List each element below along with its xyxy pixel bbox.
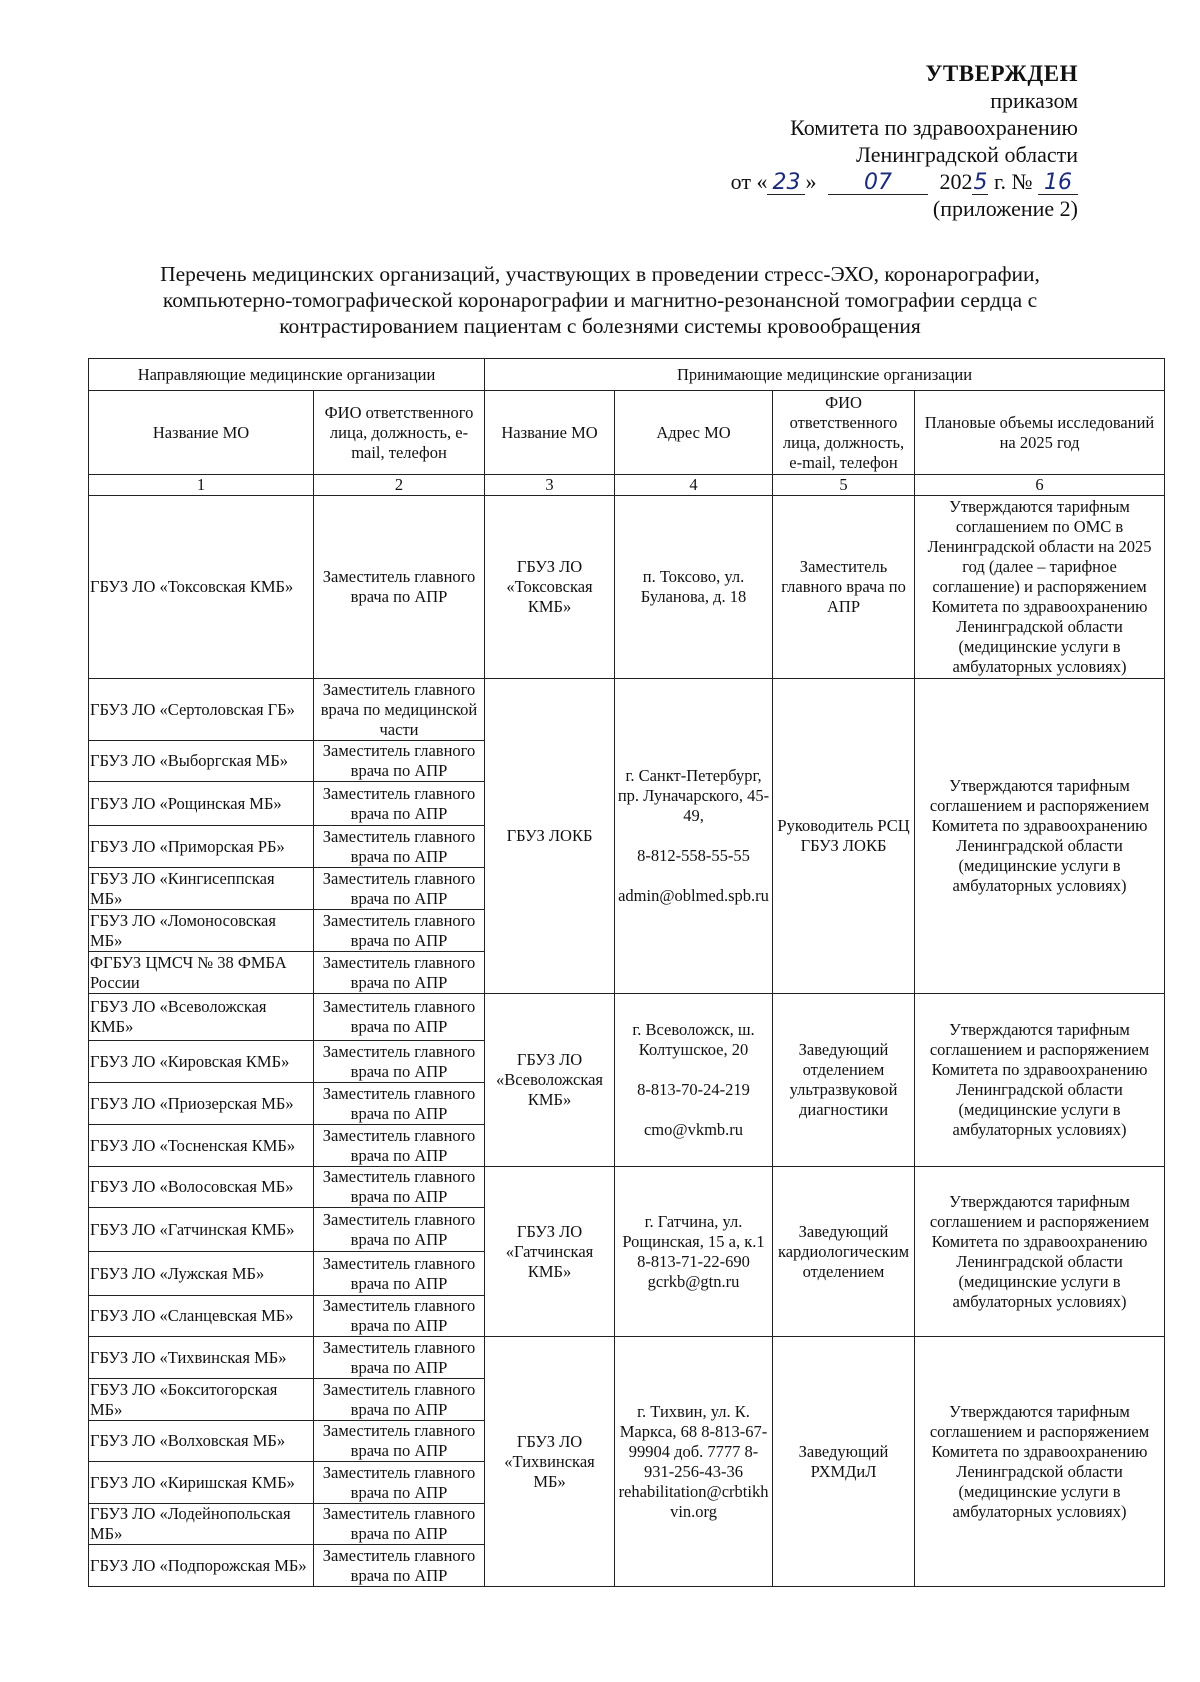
sender-contact-cell: Заместитель главного врача по АПР xyxy=(314,1462,485,1504)
col-header-receiver-name: Название МО xyxy=(485,391,615,475)
sender-name-cell: ФГБУЗ ЦМСЧ № 38 ФМБА России xyxy=(89,952,314,994)
approval-appendix: (приложение 2) xyxy=(932,196,1078,221)
address-cell: г. Всеволожск, ш. Колтушское, 20 8-813-70-24-219 cmo@vkmb.ru xyxy=(615,994,773,1167)
sender-name-cell: ГБУЗ ЛО «Кировская КМБ» xyxy=(89,1041,314,1083)
sender-name-cell: ГБУЗ ЛО «Ломоносовская МБ» xyxy=(89,910,314,952)
sender-contact-cell: Заместитель главного врача по АПР xyxy=(314,868,485,910)
approval-line-committee: Комитета по здравоохранению xyxy=(790,115,1078,140)
col-header-sender-contact: ФИО ответственного лица, должность, e-mail, телефон xyxy=(314,391,485,475)
sender-contact-cell: Заместитель главного врача по АПР xyxy=(314,1083,485,1125)
date-mid: » xyxy=(805,169,817,194)
col-header-sender-name: Название МО xyxy=(89,391,314,475)
address-cell: г. Санкт-Петербург, пр. Луначарского, 45-49, 8-812-558-55-55 admin@oblmed.spb.ru xyxy=(615,679,773,994)
volume-cell: Утверждаются тарифным соглашением и распоряжением Комитета по здравоохранению Ленинградской области (медицинские услуги в амбулаторных условиях) xyxy=(915,994,1165,1167)
sender-contact-cell: Заместитель главного врача по АПР xyxy=(314,1252,485,1296)
sender-name-cell: ГБУЗ ЛО «Киришская КМБ» xyxy=(89,1462,314,1504)
sender-contact-cell: Заместитель главного врача по АПР xyxy=(314,1125,485,1167)
receiver-person-cell: Заведующий кардиологическим отделением xyxy=(773,1167,915,1337)
col-number: 4 xyxy=(615,475,773,496)
volume-cell: Утверждаются тарифным соглашением и распоряжением Комитета по здравоохранению Ленинградской области (медицинские услуги в амбулаторных условиях) xyxy=(915,1337,1165,1587)
approval-block xyxy=(731,60,1078,222)
sender-contact-cell: Заместитель главного врача по АПР xyxy=(314,1545,485,1587)
approval-date-line xyxy=(731,168,1078,195)
receiver-person-cell: Заведующий РХМДиЛ xyxy=(773,1337,915,1587)
sender-name-cell: ГБУЗ ЛО «Выборгская МБ» xyxy=(89,741,314,782)
sender-name-cell: ГБУЗ ЛО «Всеволожская КМБ» xyxy=(89,994,314,1041)
sender-name-cell: ГБУЗ ЛО «Лодейнопольская МБ» xyxy=(89,1504,314,1545)
order-number: 16 xyxy=(1038,172,1078,195)
table-row xyxy=(89,679,1165,741)
sender-name-cell: ГБУЗ ЛО «Волховская МБ» xyxy=(89,1421,314,1462)
sender-contact-cell: Заместитель главного врача по медицинской части xyxy=(314,679,485,741)
sender-name-cell: ГБУЗ ЛО «Сертоловская ГБ» xyxy=(89,679,314,741)
sender-contact-cell: Заместитель главного врача по АПР xyxy=(314,1421,485,1462)
sender-contact-cell: Заместитель главного врача по АПР xyxy=(314,826,485,868)
sender-name-cell: ГБУЗ ЛО «Волосовская МБ» xyxy=(89,1167,314,1208)
sender-contact-cell: Заместитель главного врача по АПР xyxy=(314,1337,485,1379)
date-year-digit: 5 xyxy=(973,170,988,195)
group-header-senders: Направляющие медицинские организации xyxy=(89,359,485,391)
sender-contact-cell: Заместитель главного врача по АПР xyxy=(314,1379,485,1421)
volume-cell: Утверждаются тарифным соглашением по ОМС в Ленинградской области на 2025 год (далее – тарифное соглашение) и распоряжением Комитета по здравоохранению Ленинградской области (медицинские услуги в амбулаторных условиях) xyxy=(915,496,1165,679)
column-header-row xyxy=(89,391,1165,475)
date-month: 07 xyxy=(828,172,928,195)
date-day: 23 xyxy=(767,172,805,195)
volume-cell: Утверждаются тарифным соглашением и распоряжением Комитета по здравоохранению Ленинградской области (медицинские услуги в амбулаторных условиях) xyxy=(915,1167,1165,1337)
receiver-name-cell: ГБУЗ ЛОКБ xyxy=(485,679,615,994)
col-number: 3 xyxy=(485,475,615,496)
table-row xyxy=(89,1167,1165,1208)
receiver-person-cell: Руководитель РСЦ ГБУЗ ЛОКБ xyxy=(773,679,915,994)
address-cell: г. Тихвин, ул. К. Маркса, 68 8-813-67-99904 доб. 7777 8-931-256-43-36 rehabilitation@crbtikhvin.org xyxy=(615,1337,773,1587)
group-header-receivers: Принимающие медицинские организации xyxy=(485,359,1165,391)
group-header-row xyxy=(89,359,1165,391)
sender-name-cell: ГБУЗ ЛО «Приозерская МБ» xyxy=(89,1083,314,1125)
approval-line-order: приказом xyxy=(990,88,1078,113)
sender-name-cell: ГБУЗ ЛО «Тихвинская МБ» xyxy=(89,1337,314,1379)
receiver-person-cell: Заведующий отделением ультразвуковой диагностики xyxy=(773,994,915,1167)
sender-contact-cell: Заместитель главного врача по АПР xyxy=(314,496,485,679)
column-number-row xyxy=(89,475,1165,496)
col-number: 2 xyxy=(314,475,485,496)
col-number: 5 xyxy=(773,475,915,496)
sender-name-cell: ГБУЗ ЛО «Бокситогорская МБ» xyxy=(89,1379,314,1421)
sender-name-cell: ГБУЗ ЛО «Приморская РБ» xyxy=(89,826,314,868)
table-row xyxy=(89,994,1165,1041)
sender-name-cell: ГБУЗ ЛО «Тосненская КМБ» xyxy=(89,1125,314,1167)
document-title: Перечень медицинских организаций, участвующих в проведении стресс-ЭХО, коронарографии, компьютерно-томографической коронарографии и магнитно-резонансной томографии сердца с контрастированием пациентам с болезнями системы кровообращения xyxy=(160,262,1040,338)
col-header-person: ФИО ответственного лица, должность, e-mail, телефон xyxy=(773,391,915,475)
sender-name-cell: ГБУЗ ЛО «Сланцевская МБ» xyxy=(89,1296,314,1337)
col-header-address: Адрес МО xyxy=(615,391,773,475)
sender-contact-cell: Заместитель главного врача по АПР xyxy=(314,782,485,826)
sender-name-cell: ГБУЗ ЛО «Токсовская КМБ» xyxy=(89,496,314,679)
address-cell: г. Гатчина, ул. Рощинская, 15 а, к.1 8-813-71-22-690 gcrkb@gtn.ru xyxy=(615,1167,773,1337)
table-row xyxy=(89,1337,1165,1379)
sender-contact-cell: Заместитель главного врача по АПР xyxy=(314,994,485,1041)
col-number: 1 xyxy=(89,475,314,496)
date-year-prefix: 202 xyxy=(939,169,973,194)
date-prefix: от « xyxy=(730,169,768,194)
receiver-name-cell: ГБУЗ ЛО «Токсовская КМБ» xyxy=(485,496,615,679)
sender-name-cell: ГБУЗ ЛО «Кингисеппская МБ» xyxy=(89,868,314,910)
receiver-name-cell: ГБУЗ ЛО «Гатчинская КМБ» xyxy=(485,1167,615,1337)
sender-contact-cell: Заместитель главного врача по АПР xyxy=(314,1504,485,1545)
receiver-person-cell: Заместитель главного врача по АПР xyxy=(773,496,915,679)
organizations-table xyxy=(88,358,1165,1587)
sender-name-cell: ГБУЗ ЛО «Рощинская МБ» xyxy=(89,782,314,826)
sender-contact-cell: Заместитель главного врача по АПР xyxy=(314,1167,485,1208)
approval-heading: УТВЕРЖДЕН xyxy=(925,61,1078,86)
sender-contact-cell: Заместитель главного врача по АПР xyxy=(314,1208,485,1252)
sender-contact-cell: Заместитель главного врача по АПР xyxy=(314,952,485,994)
sender-name-cell: ГБУЗ ЛО «Лужская МБ» xyxy=(89,1252,314,1296)
sender-contact-cell: Заместитель главного врача по АПР xyxy=(314,1296,485,1337)
col-number: 6 xyxy=(915,475,1165,496)
col-header-volume: Плановые объемы исследований на 2025 год xyxy=(915,391,1165,475)
sender-name-cell: ГБУЗ ЛО «Подпорожская МБ» xyxy=(89,1545,314,1587)
approval-line-region: Ленинградской области xyxy=(856,142,1078,167)
sender-contact-cell: Заместитель главного врача по АПР xyxy=(314,741,485,782)
receiver-name-cell: ГБУЗ ЛО «Тихвинская МБ» xyxy=(485,1337,615,1587)
table-row xyxy=(89,496,1165,679)
date-suffix: г. № xyxy=(988,169,1033,194)
address-cell: п. Токсово, ул. Буланова, д. 18 xyxy=(615,496,773,679)
sender-contact-cell: Заместитель главного врача по АПР xyxy=(314,910,485,952)
sender-name-cell: ГБУЗ ЛО «Гатчинская КМБ» xyxy=(89,1208,314,1252)
volume-cell: Утверждаются тарифным соглашением и распоряжением Комитета по здравоохранению Ленинградской области (медицинские услуги в амбулаторных условиях) xyxy=(915,679,1165,994)
receiver-name-cell: ГБУЗ ЛО «Всеволожская КМБ» xyxy=(485,994,615,1167)
sender-contact-cell: Заместитель главного врача по АПР xyxy=(314,1041,485,1083)
